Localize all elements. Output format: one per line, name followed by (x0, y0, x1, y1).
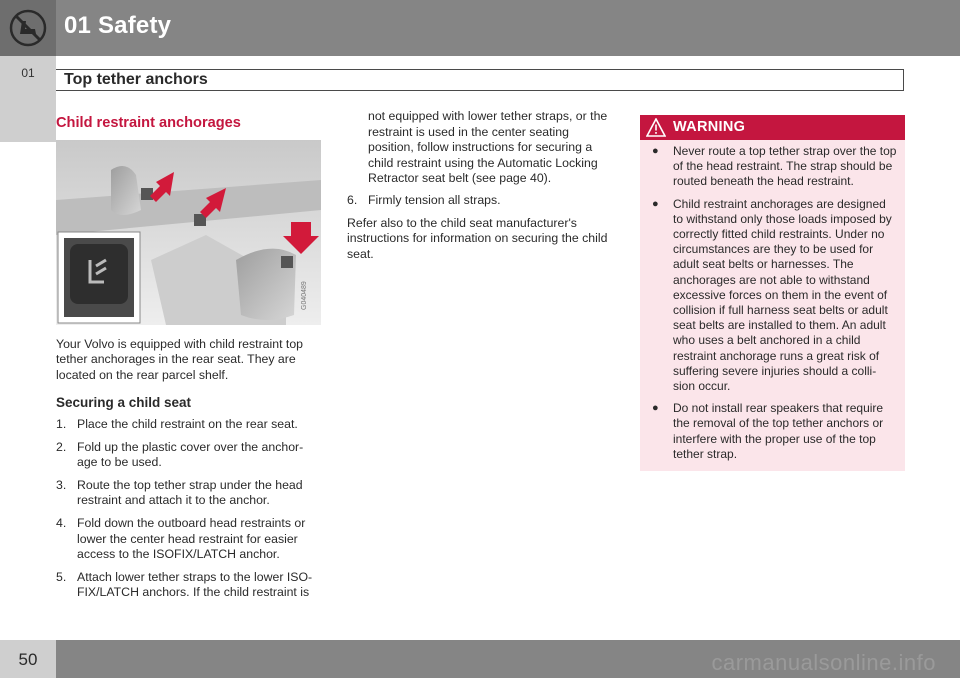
page-number: 50 (18, 650, 38, 669)
warning-box (640, 115, 905, 471)
steps-list (56, 417, 321, 601)
list-item: 4. Fold down the outboard head restraints or lower the center head restraint for easier access to the ISOFIX/LATCH anchor. (56, 515, 306, 562)
list-item: ● Child restraint anchorages are designed to withstand only those loads imposed by correctly fitted child restraints. Under no circumstances are they to be used for adult seat belts or harnesses. The anchorages are not able to withstand excessive forces on them in the event of collision if full harness seat belts or adult seat belts are installed to them. An adult who uses a belt anchored in a child restraint anchorage runs a great risk of suffering severe injuries should a colli-sion occur. (652, 196, 892, 394)
list-item: ● Never route a top tether strap over the top of the head restraint. The strap should be routed beneath the head restraint. (652, 144, 897, 189)
intro-text: Your Volvo is equipped with child restraint top tether anchorages in the rear seat. They are located on the rear parcel shelf. (56, 336, 304, 382)
anchorage-figure (56, 140, 321, 325)
figure-code: G040489 (301, 280, 308, 310)
page-number-box (0, 640, 56, 678)
section-title: Top tether anchors (64, 71, 208, 88)
manufacturer-note: Refer also to the child seat manufacturer's instructions for information on securing the child seat. (347, 215, 608, 261)
warning-triangle-icon (646, 118, 666, 137)
list-item: ● Do not install rear speakers that require the removal of the top tether anchors or interfere with the proper use of the top tether strap. (652, 401, 884, 461)
watermark: carmanualsonline.info (711, 650, 936, 675)
step5-continuation: not equipped with lower tether straps, or the restraint is used in the center seating position, follow instructions for securing a child restraint using the Automatic Locking Retractor seat belt (see page 40). (368, 109, 608, 186)
warning-title: WARNING (673, 119, 746, 135)
list-item: 3. Route the top tether strap under the head restraint and attach it to the anchor. (56, 477, 303, 508)
left-column (56, 116, 321, 608)
heading-child-restraint-anchorages: Child restraint anchorages (56, 115, 241, 131)
warning-list (640, 140, 905, 462)
list-item: 2. Fold up the plastic cover over the anchor-age to be used. (56, 439, 304, 470)
rear-parcel-shelf-image (56, 140, 321, 325)
middle-column (347, 109, 617, 262)
list-item: 5. Attach lower tether straps to the lower ISO-FIX/LATCH anchors. If the child restraint is (56, 569, 313, 600)
list-item: 6. Firmly tension all straps. (347, 192, 501, 207)
subheading-securing-child-seat: Securing a child seat (56, 395, 192, 411)
steps-list-cont (347, 193, 617, 209)
side-tab-label: 01 (21, 66, 35, 80)
list-item: 1. Place the child restraint on the rear seat. (56, 416, 298, 431)
warning-header (640, 115, 905, 140)
child-seat-prohibited-icon (9, 9, 47, 47)
footer-bar (0, 640, 960, 678)
chapter-logo (0, 0, 56, 56)
chapter-side-tab (0, 56, 56, 142)
chapter-title: 01 Safety (64, 12, 172, 39)
section-header (56, 69, 904, 91)
